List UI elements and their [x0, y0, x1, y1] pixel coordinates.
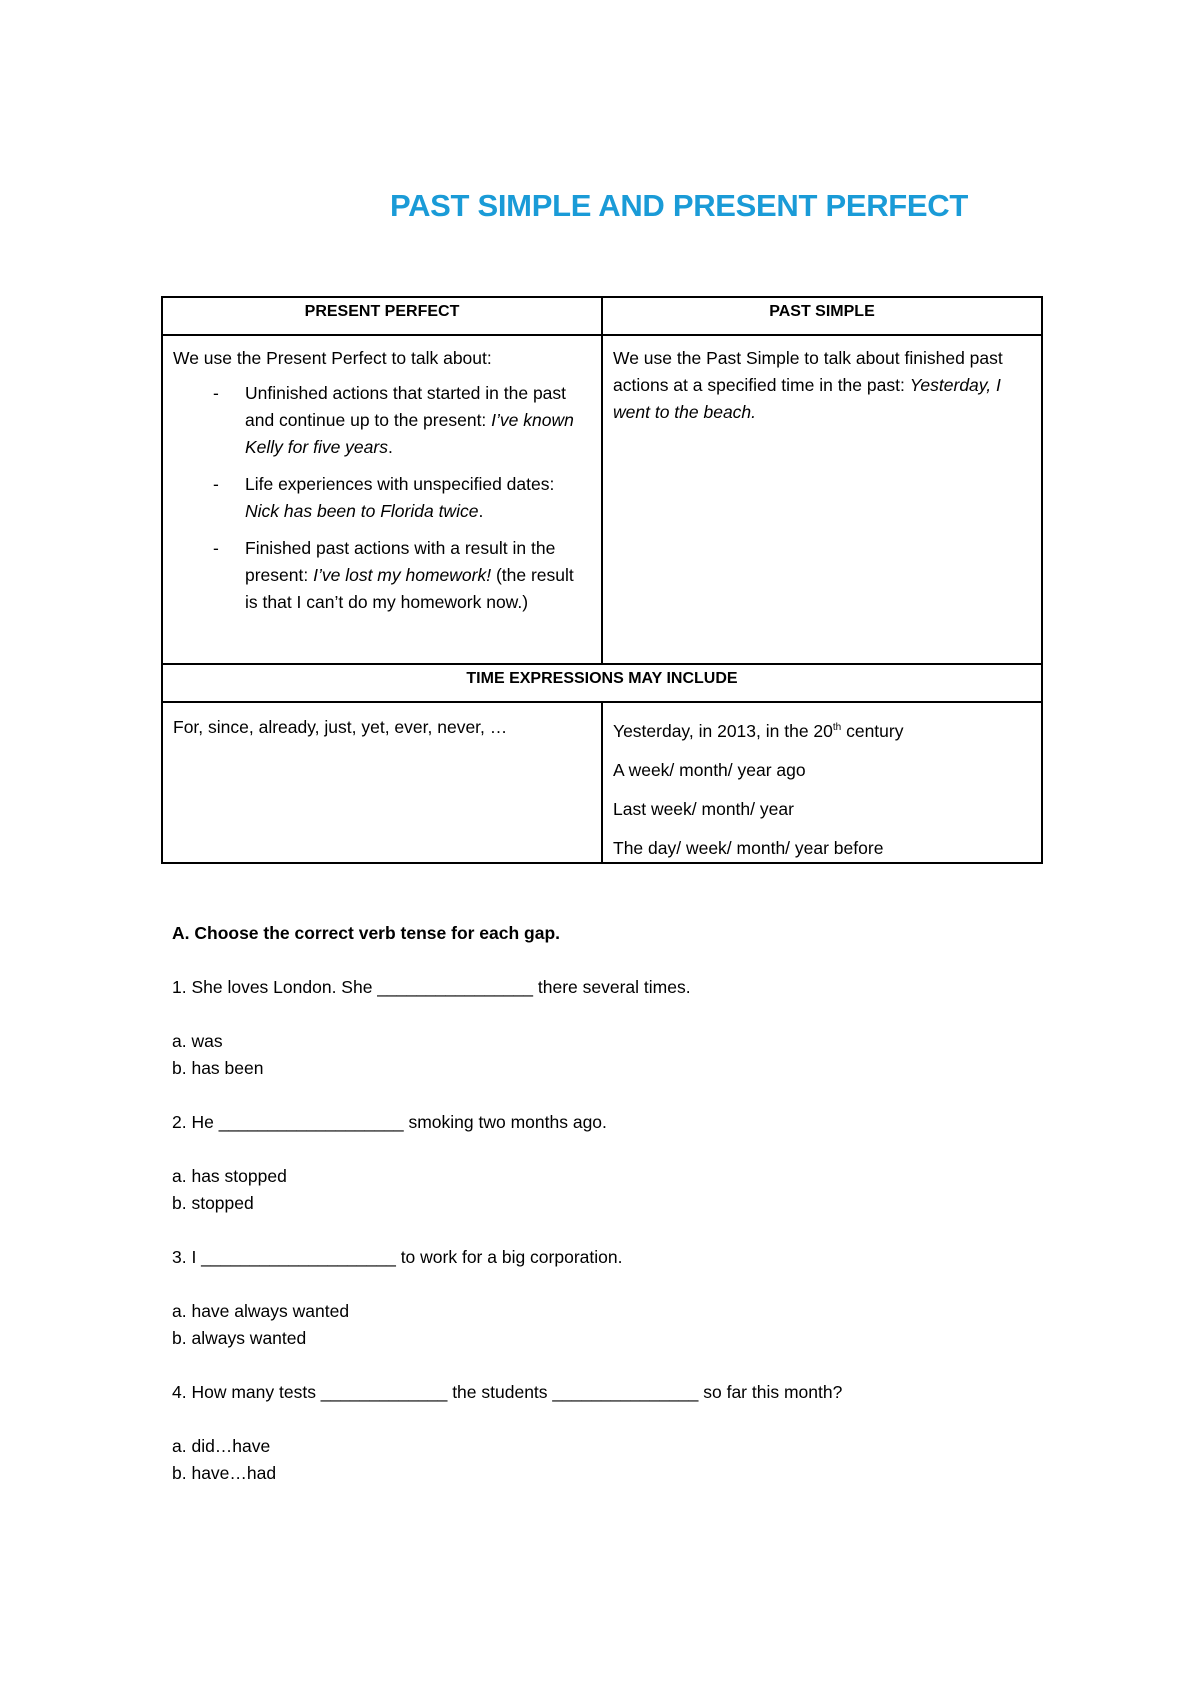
dash-marker: -	[213, 474, 219, 494]
answer-options	[172, 1163, 1032, 1217]
present-perfect-uses-list	[173, 380, 591, 616]
time-expr-text: century	[841, 720, 904, 741]
past-simple-time-cell	[602, 702, 1042, 863]
list-item	[173, 471, 591, 525]
use-after: .	[478, 501, 484, 521]
time-expression-line: The day/ week/ month/ year before	[613, 837, 884, 858]
past-simple-text: We use the Past Simple to talk about finished past actions at a specified time in the past:	[613, 348, 1003, 395]
usage-row	[162, 335, 1042, 664]
use-after: .	[387, 437, 393, 457]
option-b[interactable]: b. always wanted	[172, 1328, 307, 1348]
time-expressions-header-row	[162, 664, 1042, 702]
use-text: Life experiences with unspecified dates:	[245, 474, 555, 494]
dash-marker: -	[213, 383, 219, 403]
present-perfect-header: PRESENT PERFECT	[162, 297, 602, 335]
past-simple-header: PAST SIMPLE	[602, 297, 1042, 335]
exercise-heading: A. Choose the correct verb tense for each gap.	[172, 923, 561, 943]
question: 4. How many tests _____________ the students _______________ so far this month?	[172, 1382, 843, 1402]
superscript: th	[832, 722, 842, 733]
option-a[interactable]: a. has stopped	[172, 1166, 287, 1186]
option-b[interactable]: b. has been	[172, 1058, 264, 1078]
option-b[interactable]: b. have…had	[172, 1463, 277, 1483]
use-example: I’ve lost my homework!	[313, 565, 492, 585]
option-b[interactable]: b. stopped	[172, 1193, 254, 1213]
present-perfect-usage-cell	[162, 335, 602, 664]
use-example: Nick has been to Florida twice	[245, 501, 479, 521]
time-expression-line	[613, 714, 1031, 745]
use-after: (the result is that I can’t do my homework now.)	[245, 565, 574, 612]
grammar-table	[161, 296, 1043, 864]
question: 1. She loves London. She ________________ there several times.	[172, 977, 691, 997]
time-expressions-header: TIME EXPRESSIONS MAY INCLUDE	[162, 664, 1042, 702]
option-a[interactable]: a. did…have	[172, 1436, 271, 1456]
use-example: I’ve known Kelly for five years	[245, 410, 574, 457]
answer-options	[172, 1028, 1032, 1082]
use-text: Unfinished actions that started in the past and continue up to the present:	[245, 383, 567, 430]
past-simple-usage-cell	[602, 335, 1042, 664]
list-item	[173, 380, 591, 461]
question: 2. He ___________________ smoking two months ago.	[172, 1112, 607, 1132]
present-perfect-intro: We use the Present Perfect to talk about:	[173, 348, 492, 368]
time-expressions-row	[162, 702, 1042, 863]
answer-options	[172, 1433, 1032, 1487]
present-perfect-time-expressions: For, since, already, just, yet, ever, never, …	[173, 717, 508, 737]
time-expression-line: A week/ month/ year ago	[613, 759, 806, 780]
exercise-section	[172, 920, 1032, 1514]
option-a[interactable]: a. have always wanted	[172, 1301, 350, 1321]
table-header-row	[162, 297, 1042, 335]
present-perfect-time-cell	[162, 702, 602, 863]
use-text: Finished past actions with a result in the present:	[245, 538, 556, 585]
time-expression-line: Last week/ month/ year	[613, 798, 794, 819]
page-title: PAST SIMPLE AND PRESENT PERFECT	[390, 188, 969, 223]
list-item	[173, 535, 591, 616]
dash-marker: -	[213, 538, 219, 558]
option-a[interactable]: a. was	[172, 1031, 223, 1051]
time-expr-text: Yesterday, in 2013, in the 20	[613, 720, 833, 741]
answer-options	[172, 1298, 1032, 1352]
past-simple-example: Yesterday, I went to the beach.	[613, 375, 1001, 422]
question: 3. I ____________________ to work for a big corporation.	[172, 1247, 623, 1267]
